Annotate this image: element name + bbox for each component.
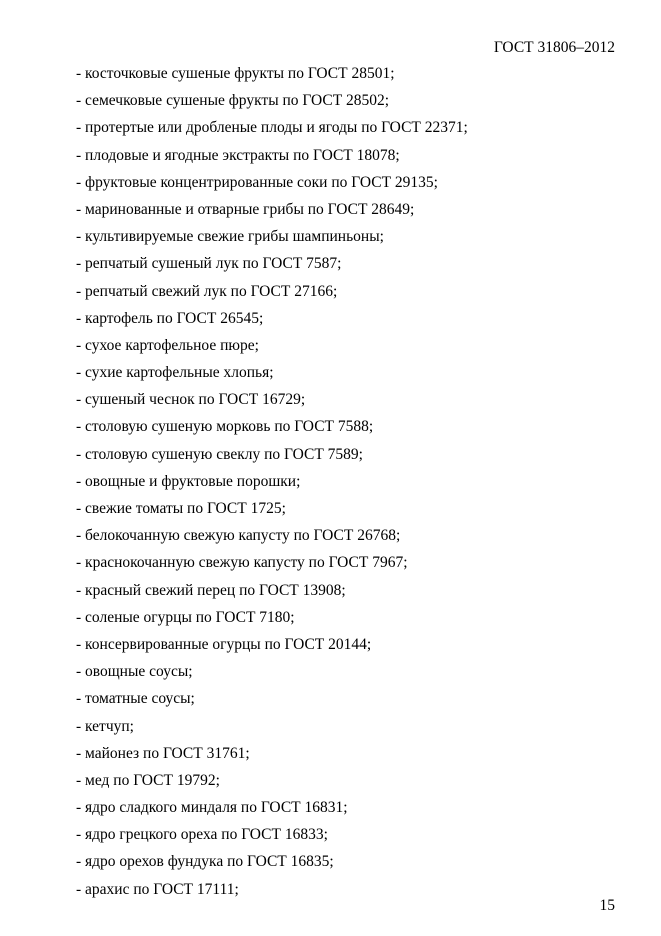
list-item: - красный свежий перец по ГОСТ 13908; [76,581,346,599]
list-item: - фруктовые концентрированные соки по ГОСТ 29135; [76,173,438,191]
list-item: - майонез по ГОСТ 31761; [76,744,250,762]
list-item: - косточковые сушеные фрукты по ГОСТ 28501; [76,65,395,82]
list-item: - кетчуп; [76,717,134,735]
list-item: - ядро грецкого ореха по ГОСТ 16833; [76,826,328,844]
list-item: - овощные соусы; [76,663,193,681]
list-item: - мед по ГОСТ 19792; [76,771,220,789]
list-item: - томатные соусы; [76,690,195,708]
list-item: - культивируемые свежие грибы шампиньоны; [76,228,384,246]
product-list [76,60,468,903]
list-item: - сухое картофельное пюре; [76,336,259,354]
document-code-header: ГОСТ 31806–2012 [493,39,615,56]
list-item: - репчатый свежий лук по ГОСТ 27166; [76,282,338,300]
list-item: - соленые огурцы по ГОСТ 7180; [76,608,295,626]
list-item: - свежие томаты по ГОСТ 1725; [76,500,286,517]
list-item: - плодовые и ягодные экстракты по ГОСТ 18078; [76,146,400,164]
list-item: - семечковые сушеные фрукты по ГОСТ 28502; [76,92,390,110]
list-item: - овощные и фруктовые порошки; [76,472,301,490]
list-item: - столовую сушеную свеклу по ГОСТ 7589; [76,445,363,463]
list-item: - ядро сладкого миндаля по ГОСТ 16831; [76,799,348,817]
list-item: - протертые или дробленые плоды и ягоды по ГОСТ 22371; [76,119,468,137]
list-item: - картофель по ГОСТ 26545; [76,309,264,327]
list-item: - консервированные огурцы по ГОСТ 20144; [76,635,372,653]
list-item: - арахис по ГОСТ 17111; [76,880,239,898]
list-item: - сухие картофельные хлопья; [76,364,274,382]
list-item: - ядро орехов фундука по ГОСТ 16835; [76,853,334,871]
page-number: 15 [599,897,615,914]
list-item: - столовую сушеную морковь по ГОСТ 7588; [76,418,374,436]
list-item: - репчатый сушеный лук по ГОСТ 7587; [76,255,342,273]
list-item: - сушеный чеснок по ГОСТ 16729; [76,391,306,409]
list-item: - маринованные и отварные грибы по ГОСТ 28649; [76,200,415,218]
list-item: - краснокочанную свежую капусту по ГОСТ 7967; [76,554,408,572]
list-item: - белокочанную свежую капусту по ГОСТ 26768; [76,527,401,545]
